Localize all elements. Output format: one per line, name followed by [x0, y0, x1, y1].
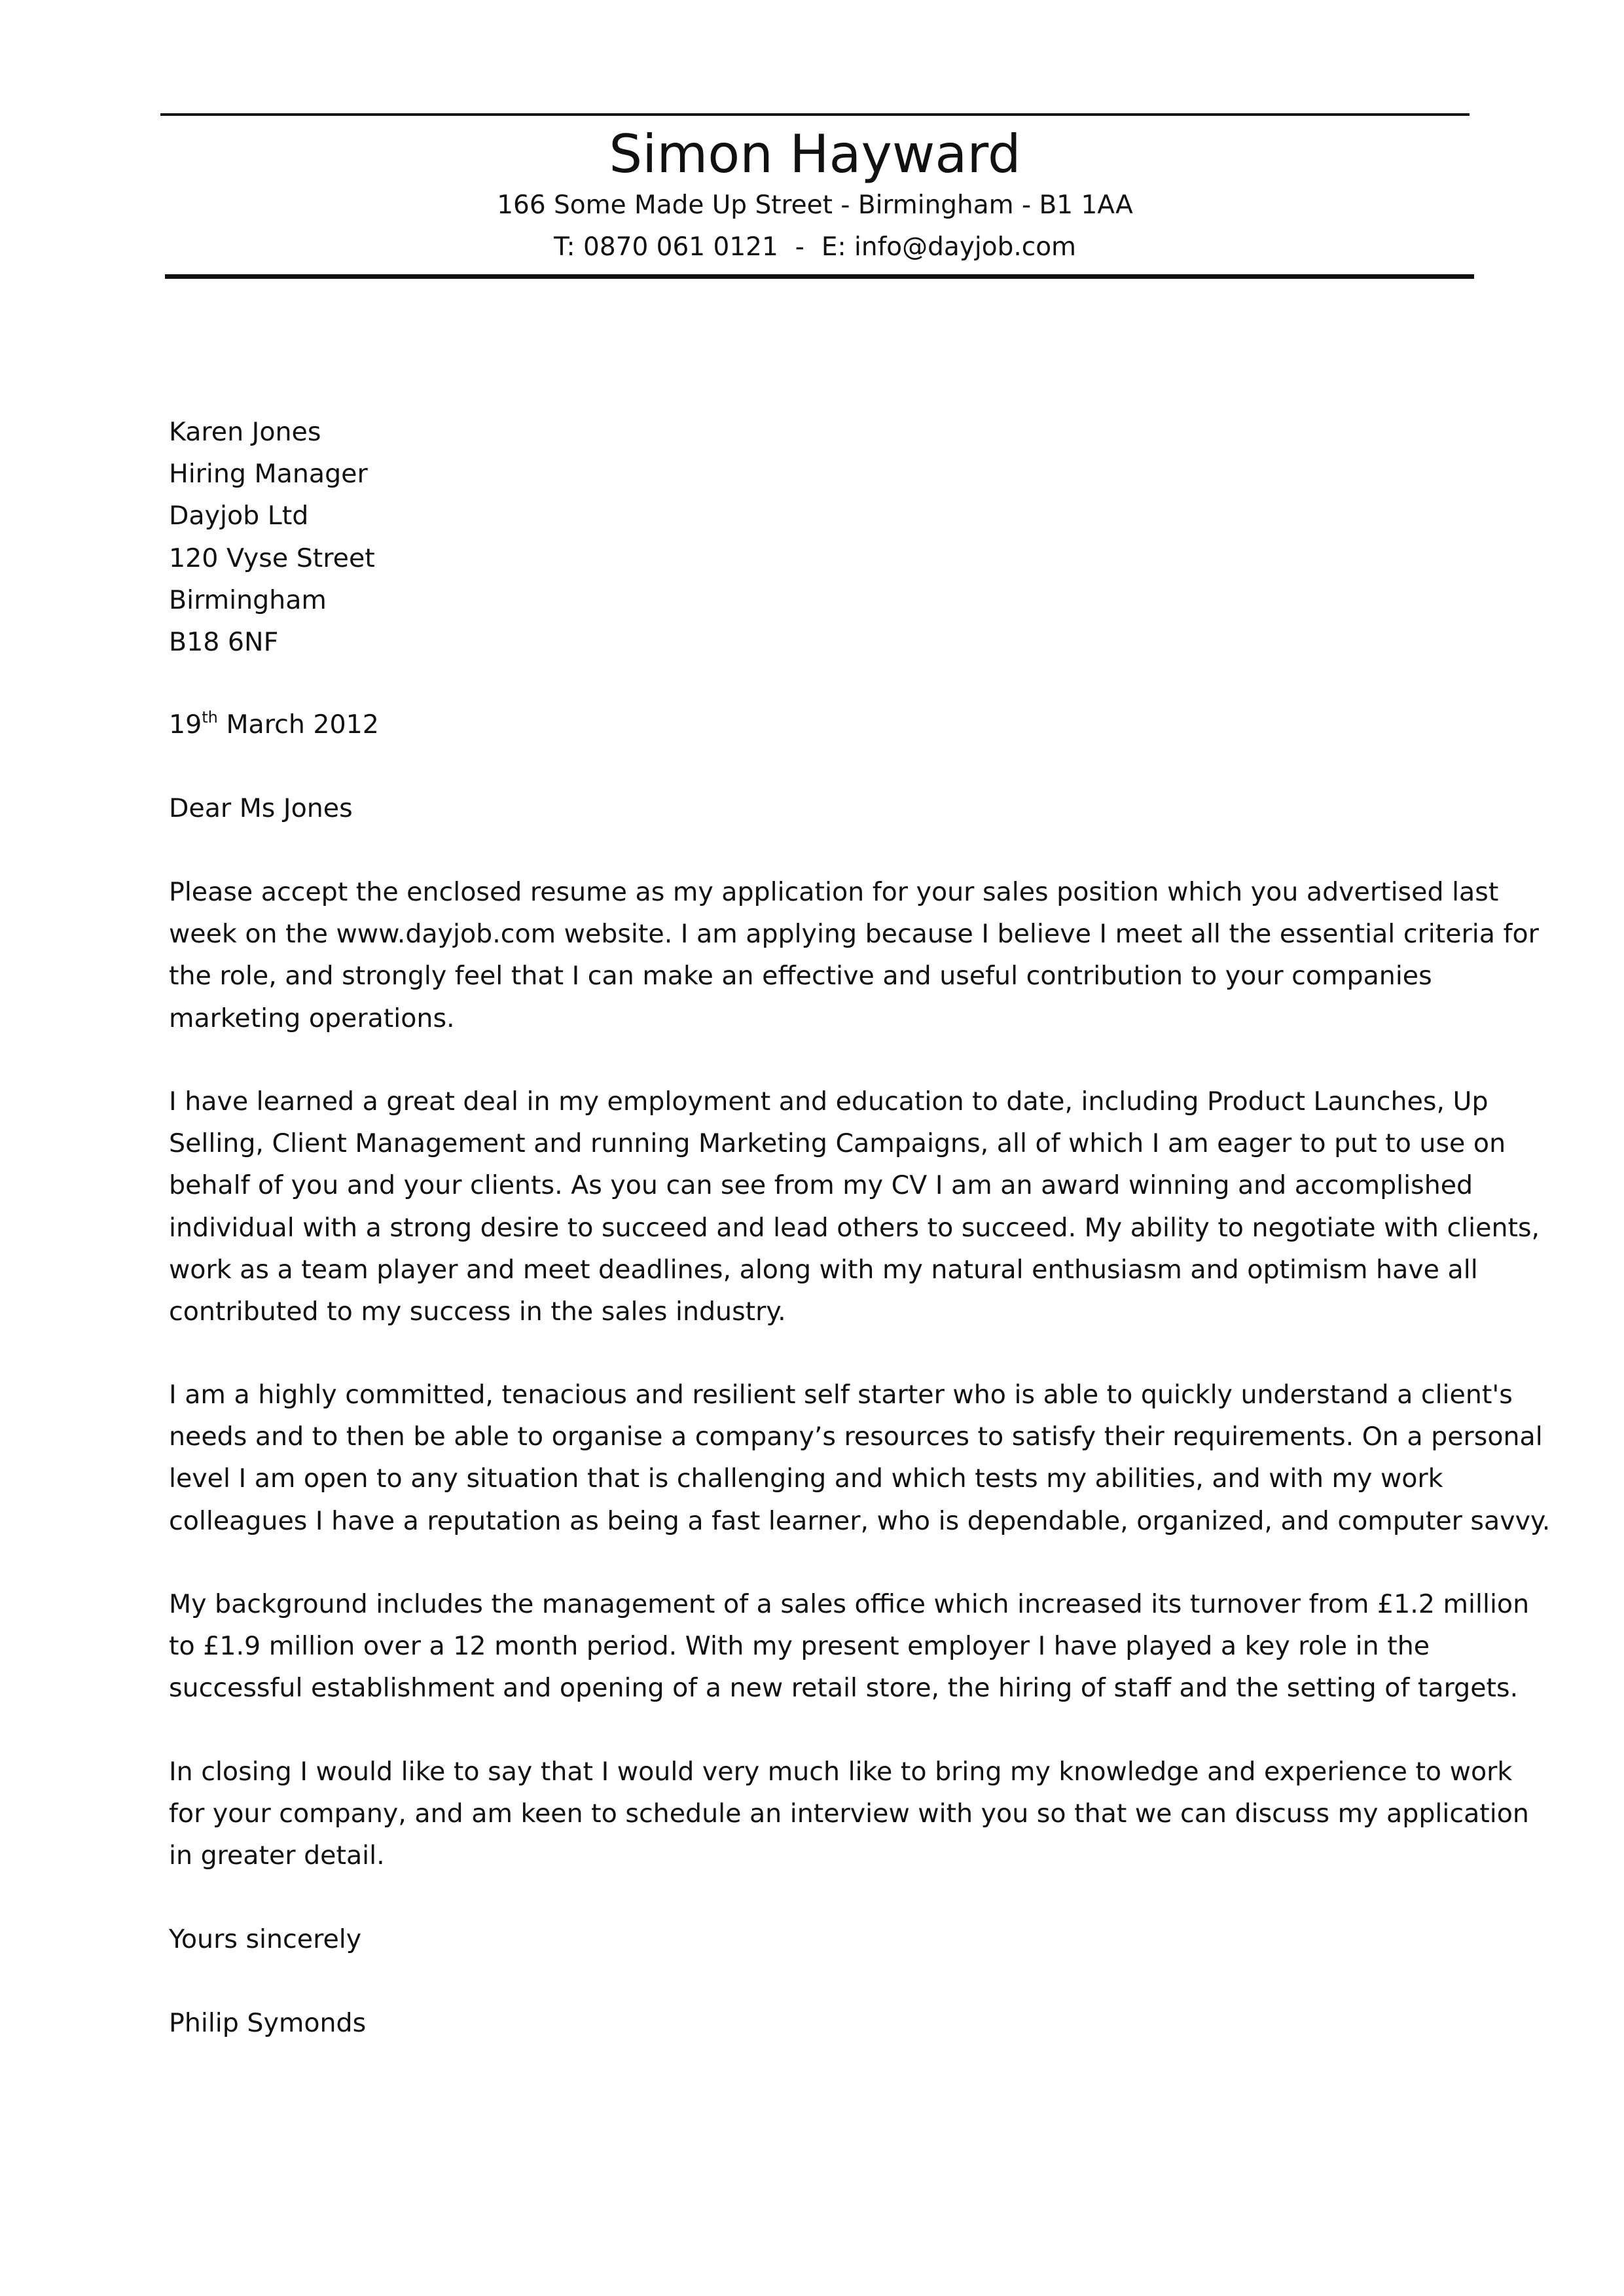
- letter-paragraph: [169, 1583, 1530, 1710]
- paragraph-line: level I am open to any situation that is challenging and which tests my abilities, and with my work: [169, 1463, 1443, 1494]
- paragraph-line: successful establishment and opening of a new retail store, the hiring of staff and the setting of targets.: [169, 1673, 1519, 1704]
- letter-paragraph: [169, 871, 1539, 1039]
- paragraph-line: colleagues I have a reputation as being a fast learner, who is dependable, organized, and computer savvy.: [169, 1505, 1551, 1536]
- paragraph-line: in greater detail.: [169, 1840, 385, 1871]
- letter-paragraph: [169, 1081, 1540, 1333]
- sender-name: Simon Hayward: [609, 124, 1021, 185]
- date-ordinal: th: [202, 708, 218, 726]
- paragraph-line: behalf of you and your clients. As you can see from my CV I am an award winning and accomplished: [169, 1170, 1473, 1201]
- letter-date: [169, 704, 1468, 745]
- contact-separator: -: [795, 232, 804, 262]
- paragraph-line: I have learned a great deal in my employment and education to date, including Product Launches, Up: [169, 1086, 1489, 1117]
- header-top-rule: [160, 113, 1470, 116]
- recipient-city: Birmingham: [169, 584, 327, 615]
- paragraph-line: Please accept the enclosed resume as my application for your sales position which you advertised last: [169, 877, 1499, 907]
- recipient-title: Hiring Manager: [169, 459, 368, 490]
- paragraph-line: In closing I would like to say that I would very much like to bring my knowledge and experience to work: [169, 1757, 1513, 1787]
- sender-contact: [160, 230, 1470, 264]
- recipient-name: Karen Jones: [169, 417, 321, 447]
- paragraph-line: marketing operations.: [169, 1003, 455, 1033]
- sender-phone: T: 0870 061 0121: [553, 232, 778, 262]
- paragraph-line: individual with a strong desire to succeed and lead others to succeed. My ability to negotiate with clients,: [169, 1212, 1540, 1243]
- paragraph-line: week on the www.dayjob.com website. I am applying because I believe I meet all the essential criteria for: [169, 919, 1539, 950]
- salutation: Dear Ms Jones: [169, 793, 353, 823]
- paragraph-line: the role, and strongly feel that I can make an effective and useful contribution to your companies: [169, 961, 1432, 992]
- letter-paragraph: [169, 1751, 1529, 1877]
- letter-paragraph: [169, 1374, 1551, 1542]
- recipient-address-block: [169, 411, 1468, 663]
- sender-email: E: info@dayjob.com: [821, 232, 1077, 262]
- sender-address: 166 Some Made Up Street - Birmingham - B1 1AA: [497, 190, 1133, 220]
- recipient-postcode: B18 6NF: [169, 627, 279, 658]
- paragraph-line: to £1.9 million over a 12 month period. With my present employer I have played a key role in the: [169, 1631, 1430, 1662]
- paragraph-line: for your company, and am keen to schedule an interview with you so that we can discuss my application: [169, 1799, 1529, 1829]
- signatory-name: Philip Symonds: [169, 2008, 367, 2038]
- date-day: 19: [169, 709, 202, 740]
- header-bottom-rule: [165, 274, 1474, 279]
- recipient-company: Dayjob Ltd: [169, 501, 309, 531]
- paragraph-line: Selling, Client Management and running Marketing Campaigns, all of which I am eager to put to use on: [169, 1128, 1506, 1159]
- paragraph-line: My background includes the management of a sales office which increased its turnover from £1.2 million: [169, 1589, 1530, 1619]
- paragraph-line: contributed to my success in the sales industry.: [169, 1297, 786, 1327]
- recipient-street: 120 Vyse Street: [169, 543, 375, 573]
- paragraph-line: needs and to then be able to organise a company’s resources to satisfy their requirements. On a personal: [169, 1422, 1543, 1452]
- paragraph-line: work as a team player and meet deadlines, along with my natural enthusiasm and optimism have all: [169, 1254, 1478, 1285]
- date-month-year: March 2012: [217, 709, 379, 740]
- complimentary-close: Yours sincerely: [169, 1924, 362, 1954]
- paragraph-line: I am a highly committed, tenacious and resilient self starter who is able to quickly understand a client's: [169, 1380, 1513, 1410]
